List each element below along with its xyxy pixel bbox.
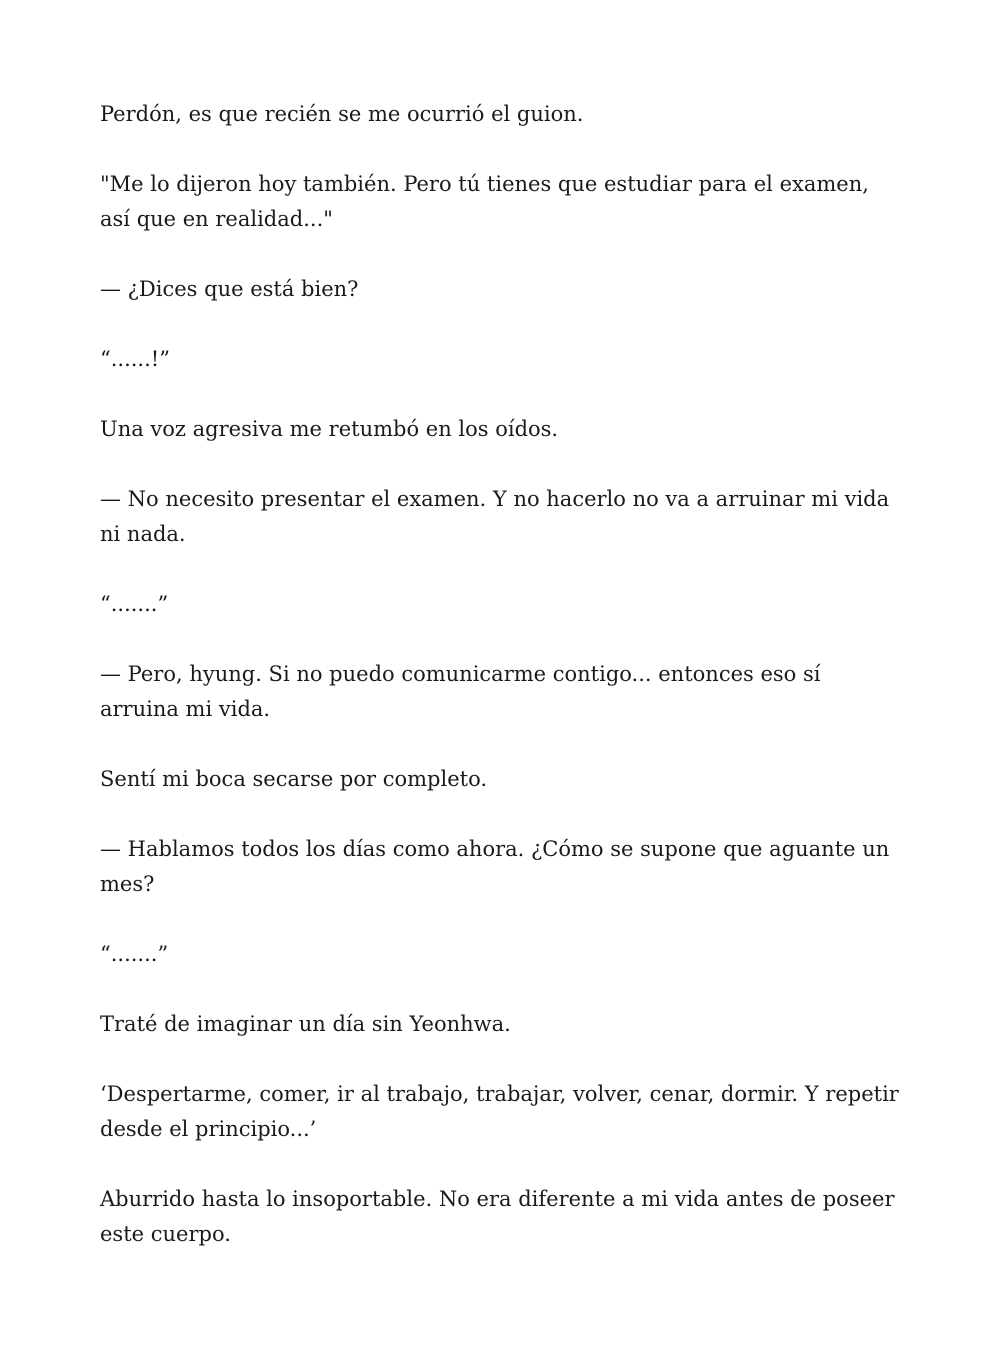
paragraph: Aburrido hasta lo insoportable. No era diferente a mi vida antes de poseer este cuerpo.: [100, 1187, 895, 1246]
paragraph: — ¿Dices que está bien?: [100, 277, 359, 301]
paragraph: Traté de imaginar un día sin Yeonhwa.: [100, 1012, 511, 1036]
paragraph: "Me lo dijeron hoy también. Pero tú tienes que estudiar para el examen, así que en realidad...": [100, 172, 869, 231]
paragraph: — Pero, hyung. Si no puedo comunicarme contigo... entonces eso sí arruina mi vida.: [100, 662, 821, 721]
paragraph: “.......”: [100, 942, 169, 966]
paragraph: — Hablamos todos los días como ahora. ¿Cómo se supone que aguante un mes?: [100, 837, 890, 896]
paragraph: — No necesito presentar el examen. Y no hacerlo no va a arruinar mi vida ni nada.: [100, 487, 890, 546]
paragraph: Sentí mi boca secarse por completo.: [100, 767, 488, 791]
paragraph: “......!”: [100, 347, 170, 371]
paragraph: Una voz agresiva me retumbó en los oídos.: [100, 417, 559, 441]
paragraph: “.......”: [100, 592, 169, 616]
paragraph: Perdón, es que recién se me ocurrió el guion.: [100, 102, 584, 126]
paragraph: ‘Despertarme, comer, ir al trabajo, trabajar, volver, cenar, dormir. Y repetir desde el principio...’: [100, 1082, 899, 1141]
